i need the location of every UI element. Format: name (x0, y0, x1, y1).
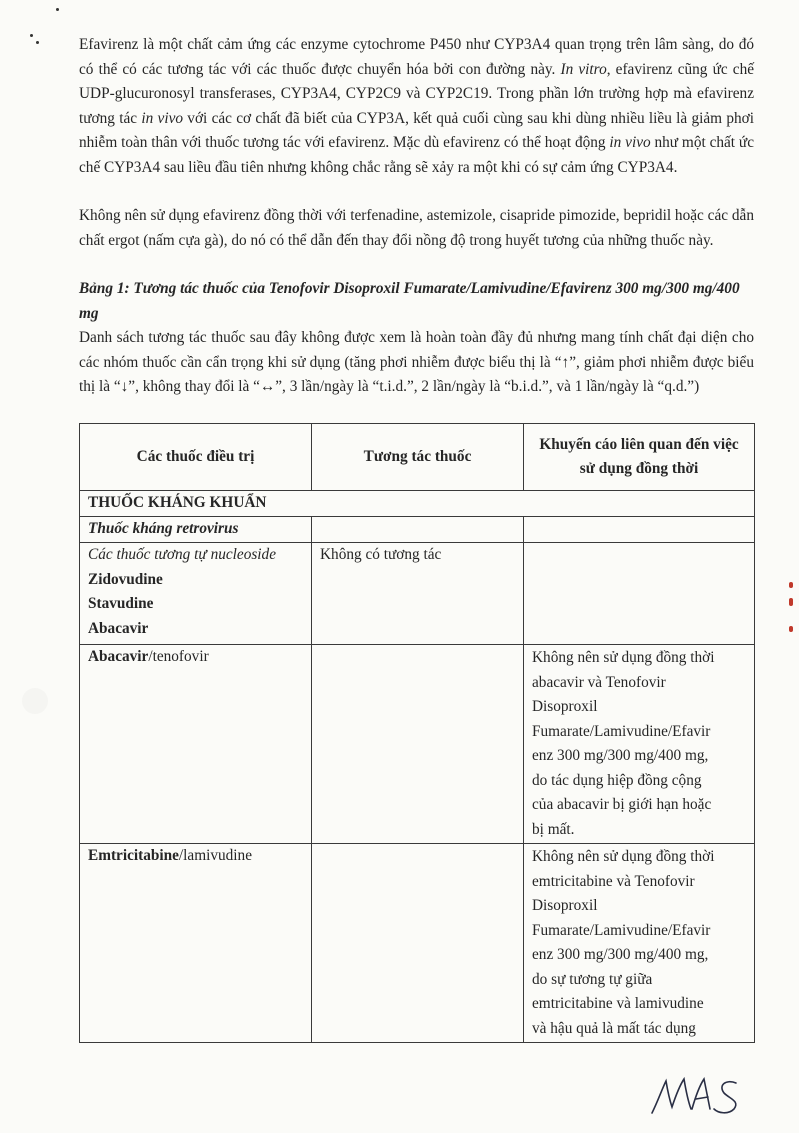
drug-name: Emtricitabine (88, 847, 179, 864)
scan-speck (36, 41, 39, 44)
table-intro: Danh sách tương tác thuốc sau đây không được xem là hoàn toàn đầy đủ nhưng mang tính chất đại diện cho các nhóm thuốc cần cẩn trọng khi sử dụng (tăng phơi nhiễm được biểu thị là “↑”, giảm phơi nhiễm được biểu thị là “↓”, không thay đổi là “↔”, 3 lần/ngày là “t.i.d.”, 2 lần/ngày là “b.i.d.”, và 1 lần/ngày là “q.d.”) (79, 329, 754, 395)
punch-hole (22, 688, 48, 714)
subsection-title: Thuốc kháng retrovirus (80, 517, 312, 543)
table-subsection-row (80, 517, 755, 543)
handwritten-initials (648, 1071, 758, 1121)
recommendation-line: do sự tương tự giữa (532, 970, 653, 988)
intro-p1-seg: , efavirenz cũng ức chế UDP-glucuronosyl transferases, CYP3A4, CYP2C9 và CYP2C19. Trong phần lớn trường hợp mà efavirenz tương tác (79, 60, 755, 127)
recommendation-cell (524, 543, 755, 645)
recommendation-line: bị mất. (532, 820, 575, 838)
drug-name: Stavudine (88, 595, 154, 612)
recommendation-line: enz 300 mg/300 mg/400 mg, (532, 747, 709, 764)
scan-speck (56, 8, 59, 11)
drug-name: Abacavir (88, 648, 149, 665)
section-title: THUỐC KHÁNG KHUẨN (80, 491, 755, 517)
table-header-row (80, 424, 755, 491)
drug-interaction-table (79, 423, 755, 1043)
intro-p1-seg: với các cơ chất đã biết của CYP3A, kết quả cuối cùng sau khi dùng nhiều liều là giảm phơi nhiễm toàn thân với thuốc tương tác với efavirenz. Mặc dù efavirenz có thể hoạt động (79, 109, 755, 151)
header-recommendation: Khuyến cáo liên quan đến việc sử dụng đồng thời (524, 424, 755, 491)
table-row (80, 543, 755, 645)
recommendation-line: Disoproxil (532, 897, 598, 914)
drug-name-suffix: /tenofovir (148, 648, 209, 665)
header-drug: Các thuốc điều trị (80, 424, 312, 491)
intro-p1-seg: Efavirenz là một chất cảm ứng các enzyme cytochrome P450 như CYP3A4 quan trọng trên lâm sàng, do đó có thể có các tương tác với các thuốc được chuyển hóa bởi con đường này. (79, 36, 754, 78)
margin-mark (789, 582, 793, 588)
drug-class-label: Các thuốc tương tự nucleoside (88, 546, 276, 563)
recommendation-line: Không nên sử dụng đồng thời (532, 649, 715, 666)
recommendation-line: abacavir và Tenofovir (532, 673, 666, 691)
recommendation-line: Fumarate/Lamivudine/Efavir (532, 722, 711, 740)
scan-speck (30, 34, 33, 37)
drug-cell (80, 844, 312, 1043)
table-caption: Bảng 1: Tương tác thuốc của Tenofovir Disoproxil Fumarate/Lamivudine/Efavirenz 300 mg/300 mg/400 mg (79, 280, 740, 322)
empty-cell (312, 517, 524, 543)
table-row (80, 844, 755, 1043)
drug-name-suffix: /lamivudine (178, 847, 252, 864)
interaction-cell (312, 844, 524, 1043)
drug-name: Abacavir (88, 619, 149, 637)
drug-name: Zidovudine (88, 570, 163, 588)
recommendation-line: do tác dụng hiệp đồng cộng (532, 771, 702, 789)
table-row (80, 645, 755, 844)
intro-p1-seg: in vivo (141, 109, 184, 127)
recommendation-cell (524, 844, 755, 1043)
recommendation-line: emtricitabine và Tenofovir (532, 872, 695, 890)
intro-p1-seg: In vitro (560, 60, 607, 78)
margin-mark (789, 598, 793, 606)
recommendation-cell (524, 645, 755, 844)
empty-cell (524, 517, 755, 543)
recommendation-line: Không nên sử dụng đồng thời (532, 848, 715, 865)
recommendation-line: Fumarate/Lamivudine/Efavir (532, 921, 711, 939)
recommendation-line: và hậu quả là mất tác dụng (532, 1019, 696, 1037)
recommendation-line: enz 300 mg/300 mg/400 mg, (532, 946, 709, 963)
drug-cell (80, 645, 312, 844)
recommendation-line: của abacavir bị giới hạn hoặc (532, 796, 712, 813)
intro-p1-seg: như một chất ức chế CYP3A4 sau liều đầu tiên nhưng không chắc rằng sẽ xảy ra một khi có sự cảm ứng CYP3A4. (79, 134, 754, 176)
intro-paragraph-1 (79, 33, 754, 180)
recommendation-line: emtricitabine và lamivudine (532, 995, 704, 1012)
table-section-row (80, 491, 755, 517)
recommendation-line: Disoproxil (532, 698, 598, 715)
intro-p1-seg: in vivo (609, 134, 651, 151)
interaction-cell (312, 645, 524, 844)
intro-paragraph-2: Không nên sử dụng efavirenz đồng thời với terfenadine, astemizole, cisapride pimozide, bepridil hoặc các dẫn chất ergot (nấm cựa gà), do nó có thể dẫn đến thay đổi nồng độ trong huyết tương của những thuốc này. (79, 207, 754, 249)
margin-mark (789, 626, 793, 632)
header-interaction: Tương tác thuốc (312, 424, 524, 491)
interaction-cell: Không có tương tác (312, 543, 524, 645)
drug-cell (80, 543, 312, 645)
